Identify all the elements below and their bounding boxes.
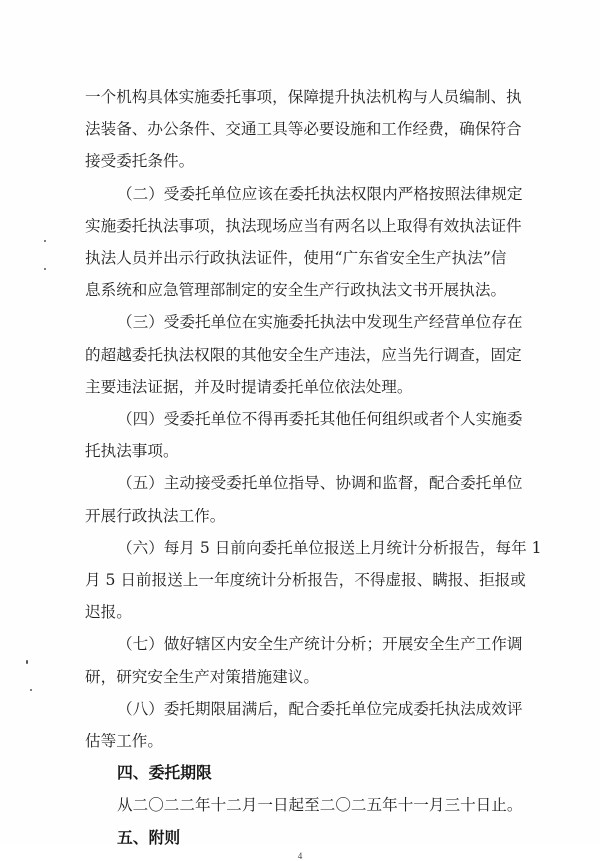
line-text: 研，研究安全生产对策措施建议。: [85, 668, 319, 686]
scan-speck: [26, 660, 28, 664]
body-line: [0, 627, 600, 661]
line-text: 一个机构具体实施委托事项，保障提升执法机构与人员编制、执: [85, 88, 522, 106]
line-text: （二）受委托单位应该在委托执法权限内严格按照法律规定: [117, 185, 523, 203]
body-line: [0, 660, 600, 694]
line-text: （四）受委托单位不得再委托其他任何组织或者个人实施委: [117, 410, 523, 428]
line-text: 开展行政执法工作。: [85, 507, 226, 525]
line-text: （五）主动接受委托单位指导、协调和监督，配合委托单位: [117, 474, 523, 492]
heading-text: 四、委托期限: [117, 763, 212, 782]
body-line: [0, 402, 600, 436]
body-line: [0, 724, 600, 758]
page-number: 4: [297, 851, 303, 861]
scan-speck: [30, 689, 32, 691]
scan-speck: [44, 268, 46, 270]
body-line: [0, 692, 600, 726]
line-text: （六）每月 5 日前向委托单位报送上月统计分析报告，每年 1: [117, 539, 542, 557]
section-heading: [0, 756, 600, 790]
body-line: [0, 305, 600, 339]
line-text: （三）受委托单位在实施委托执法中发现生产经营单位存在: [117, 313, 523, 331]
line-text: 接受委托条件。: [85, 152, 195, 170]
body-line: [0, 112, 600, 146]
body-line: [0, 788, 600, 822]
body-line: [0, 241, 600, 275]
line-text: 估等工作。: [85, 732, 163, 750]
line-text: 从二〇二二年十二月一日起至二〇二五年十一月三十日止。: [117, 796, 523, 814]
body-line: [0, 595, 600, 629]
line-text: 法装备、办公条件、交通工具等必要设施和工作经费，确保符合: [85, 120, 522, 138]
line-text: 托执法事项。: [85, 442, 179, 460]
body-line: [0, 434, 600, 468]
body-line: [0, 370, 600, 404]
line-text: （七）做好辖区内安全生产统计分析；开展安全生产工作调: [117, 635, 523, 653]
heading-text: 五、附则: [117, 828, 181, 847]
line-text: 息系统和应急管理部制定的安全生产行政执法文书开展执法。: [85, 281, 507, 299]
line-text: 月 5 日前报送上一年度统计分析报告，不得虚报、瞒报、拒报或: [85, 571, 526, 589]
body-line: [0, 531, 600, 565]
body-line: [0, 338, 600, 372]
body-line: [0, 209, 600, 243]
body-line: [0, 273, 600, 307]
body-line: [0, 177, 600, 211]
line-text: 的超越委托执法权限的其他安全生产违法，应当先行调查，固定: [85, 346, 522, 364]
line-text: 实施委托执法事项，执法现场应当有两名以上取得有效执法证件: [85, 217, 522, 235]
body-line: [0, 144, 600, 178]
body-line: [0, 466, 600, 500]
section-heading: [0, 821, 600, 855]
line-text: （八）委托期限届满后，配合委托单位完成委托执法成效评: [117, 700, 523, 718]
line-text: 主要违法证据，并及时提请委托单位依法处理。: [85, 378, 413, 396]
scan-speck: [44, 240, 46, 242]
line-text: 迟报。: [85, 603, 132, 621]
body-line: [0, 563, 600, 597]
line-text: 执法人员并出示行政执法证件，使用“广东省安全生产执法”信: [85, 249, 507, 267]
body-line: [0, 80, 600, 114]
body-line: [0, 499, 600, 533]
